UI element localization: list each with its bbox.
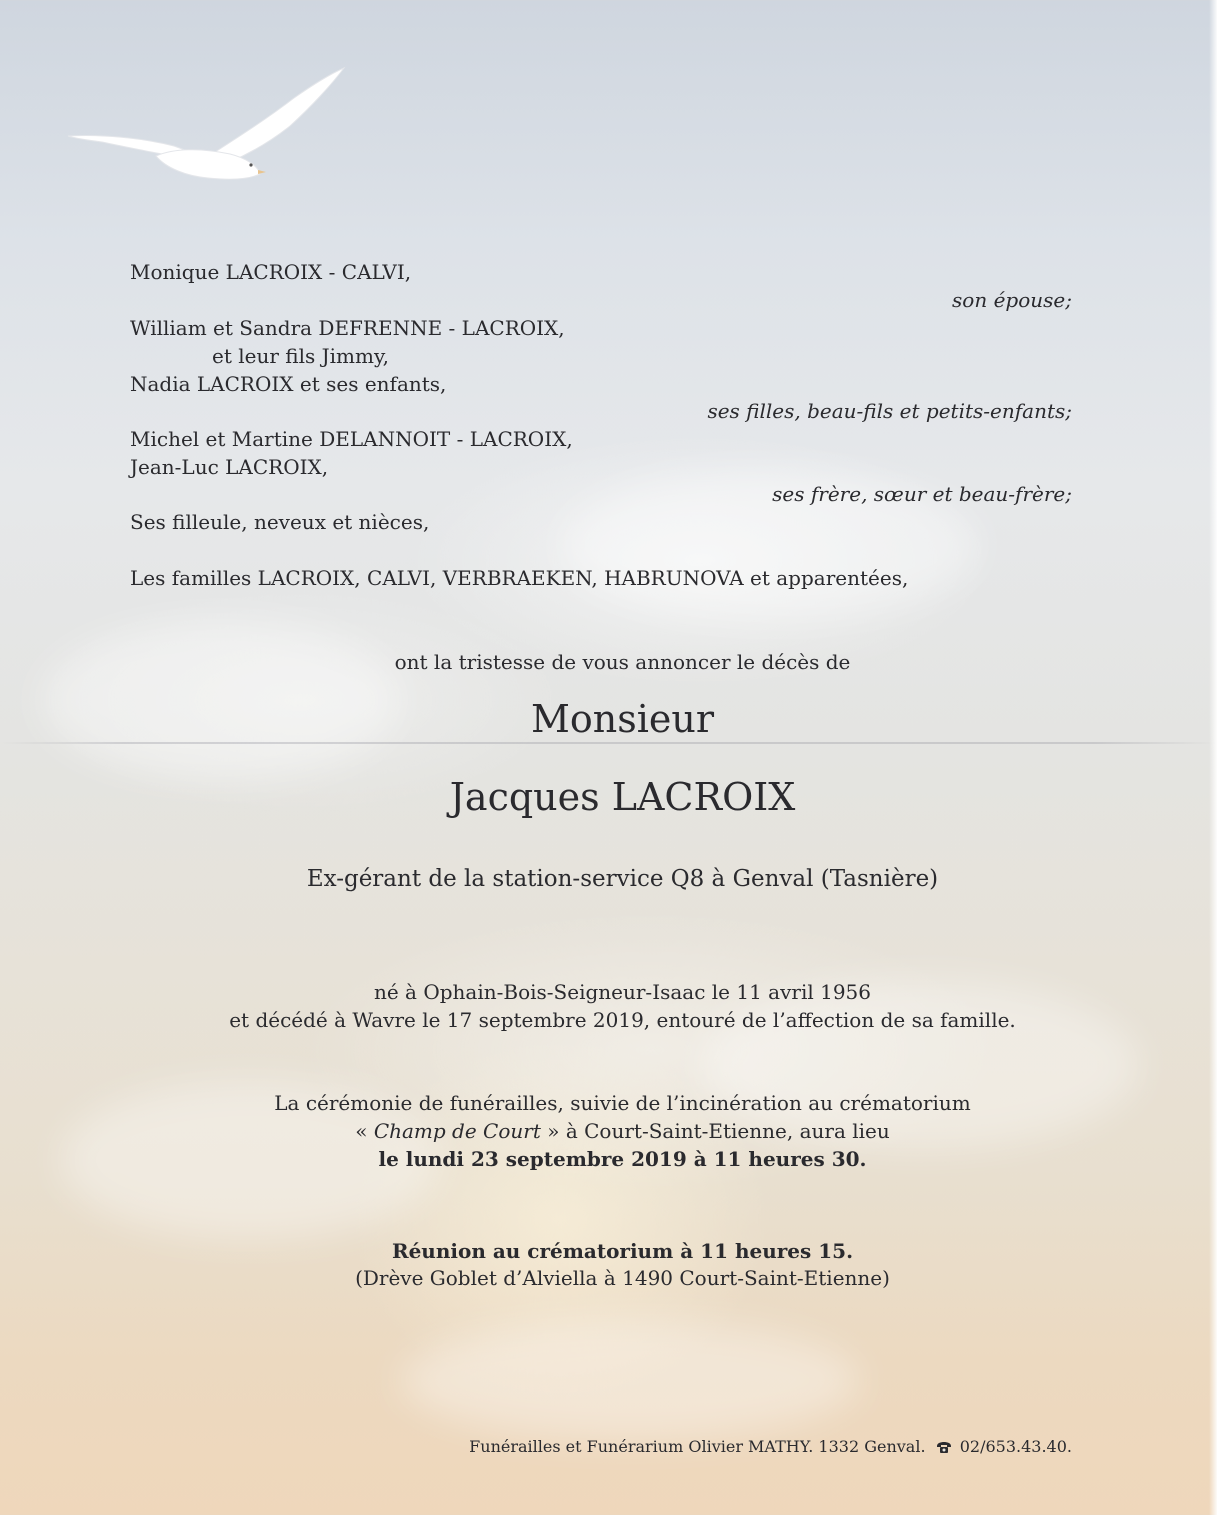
ceremony-line: La cérémonie de funérailles, suivie de l’incinération au crématorium [274, 1091, 971, 1115]
telephone-icon [937, 1442, 951, 1453]
announcement-intro: ont la tristesse de vous annoncer le décès de [394, 650, 851, 674]
meeting-address: (Drève Goblet d’Alviella à 1490 Court-Saint-Etienne) [355, 1266, 890, 1290]
open-quote: « [355, 1119, 374, 1143]
family-name-line: Ses filleule, neveux et nièces, [130, 510, 430, 534]
honorific-title: Monsieur [530, 697, 715, 741]
family-name-line: Les familles LACROIX, CALVI, VERBRAEKEN, HABRUNOVA et apparentées, [130, 566, 909, 590]
birth-line: né à Ophain-Bois-Seigneur-Isaac le 11 avril 1956 [373, 980, 871, 1004]
seagull-image [62, 62, 352, 192]
relation-label: ses frère, sœur et beau-frère; [772, 482, 1072, 506]
funeral-home-name: Funérailles et Funérarium Olivier MATHY. 1332 Genval. [469, 1437, 926, 1456]
occupation-line: Ex-gérant de la station-service Q8 à Genval (Tasnière) [306, 866, 939, 892]
family-name-line: Nadia LACROIX et ses enfants, [130, 372, 447, 396]
cloud-decoration [400, 1320, 860, 1440]
family-name-line: Monique LACROIX - CALVI, [130, 260, 412, 284]
funeral-home-footer [469, 1437, 1072, 1457]
ceremony-datetime: le lundi 23 septembre 2019 à 11 heures 30. [378, 1147, 867, 1171]
phone-number: 02/653.43.40. [959, 1437, 1072, 1456]
meeting-line: Réunion au crématorium à 11 heures 15. [391, 1239, 854, 1263]
family-name-line: Michel et Martine DELANNOIT - LACROIX, [130, 427, 573, 451]
relation-label: ses filles, beau-fils et petits-enfants; [707, 399, 1072, 423]
crematorium-name: Champ de Court [373, 1119, 541, 1143]
family-name-line: Jean-Luc LACROIX, [130, 455, 329, 479]
death-line: et décédé à Wavre le 17 septembre 2019, entouré de l’affection de sa famille. [229, 1008, 1016, 1032]
relation-label: son épouse; [952, 288, 1072, 312]
paper-fold-line [0, 742, 1217, 744]
ceremony-venue-line [0, 1117, 1217, 1145]
ceremony-line-rest: » à Court-Saint-Etienne, aura lieu [540, 1119, 890, 1143]
deceased-name: Jacques LACROIX [449, 775, 796, 819]
family-name-line: William et Sandra DEFRENNE - LACROIX, [130, 316, 565, 340]
family-name-line: et leur fils Jimmy, [212, 344, 389, 368]
